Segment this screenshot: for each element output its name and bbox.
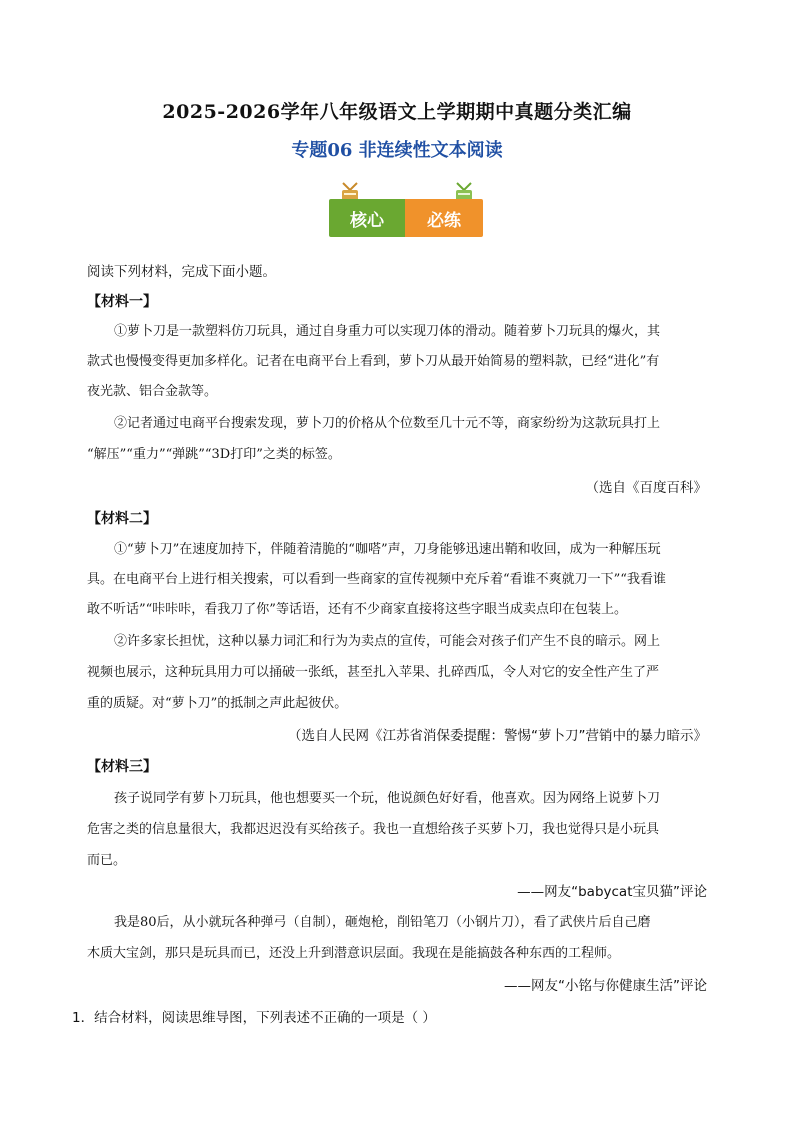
material1-p1-line: 款式也慢慢变得更加多样化。记者在电商平台上看到，萝卜刀从最开始简易的塑料款，已经“进化”有	[87, 354, 660, 369]
material1-heading: 【材料一】	[87, 294, 157, 310]
material3-comment-source: ——网友“小铭与你健康生活”评论	[504, 978, 707, 994]
document-subtitle: 专题06 非连续性文本阅读	[291, 140, 503, 161]
badge-practice-label: 必练	[405, 199, 483, 237]
question-1: 1．结合材料，阅读思维导图，下列表述不正确的一项是（ ）	[72, 1010, 436, 1026]
material2-p1-line: ①“萝卜刀”在速度加持下，伴随着清脆的“咖嗒”声，刀身能够迅速出鞘和收回，成为一种解压玩	[114, 542, 661, 557]
material2-heading: 【材料二】	[87, 511, 157, 527]
material2-p2-line: 视频也展示，这种玩具用力可以捅破一张纸，甚至扎入苹果、扎碎西瓜，令人对它的安全性产生了严	[87, 665, 660, 680]
material3-p2-line: 我是80后，从小就玩各种弹弓（自制），砸炮枪，削铅笔刀（小钢片刀），看了武侠片后自己磨	[114, 915, 651, 930]
core-practice-badge	[329, 181, 483, 239]
material1-source: （选自《百度百科》	[585, 480, 707, 496]
material2-p2-line: ②许多家长担忧，这种以暴力词汇和行为为卖点的宣传，可能会对孩子们产生不良的暗示。网上	[114, 634, 661, 649]
material1-p1-line: 夜光款、铝合金款等。	[87, 384, 218, 399]
material3-p1-line: 危害之类的信息量很大，我都迟迟没有买给孩子。我也一直想给孩子买萝卜刀，我也觉得只是小玩具	[87, 822, 660, 837]
instruction-text: 阅读下列材料，完成下面小题。	[87, 264, 276, 280]
material1-p2-line: ②记者通过电商平台搜索发现，萝卜刀的价格从个位数至几十元不等，商家纷纷为这款玩具打上	[114, 416, 661, 431]
document-title: 2025-2026学年八年级语文上学期期中真题分类汇编	[162, 101, 632, 123]
material2-p2-line: 重的质疑。对“萝卜刀”的抵制之声此起彼伏。	[87, 696, 348, 711]
material1-p2-line: “解压”“重力”“弹跳”“3D打印”之类的标签。	[87, 447, 341, 462]
material3-p1-line: 而已。	[87, 853, 127, 868]
material3-p1-line: 孩子说同学有萝卜刀玩具，他也想要买一个玩，他说颜色好好看，他喜欢。因为网络上说萝卜刀	[114, 791, 661, 806]
material2-p1-line: 敢不听话”“咔咔咔，看我刀了你”等话语，还有不少商家直接将这些字眼当成卖点印在包装上。	[87, 602, 627, 617]
material2-p1-line: 具。在电商平台上进行相关搜索，可以看到一些商家的宣传视频中充斥着“看谁不爽就刀一下”“我看谁	[87, 572, 666, 587]
badge-core-label: 核心	[329, 199, 405, 237]
material3-heading: 【材料三】	[87, 759, 157, 775]
material3-p2-line: 木质大宝剑，那只是玩具而已，还没上升到潜意识层面。我现在是能搞鼓各种东西的工程师。	[87, 946, 621, 961]
material1-p1-line: ①萝卜刀是一款塑料仿刀玩具，通过自身重力可以实现刀体的滑动。随着萝卜刀玩具的爆火，其	[114, 324, 661, 339]
material2-source: （选自人民网《江苏省消保委提醒：警惕“萝卜刀”营销中的暴力暗示》	[288, 728, 707, 744]
material3-comment-source: ——网友“babycat宝贝猫”评论	[517, 884, 707, 900]
